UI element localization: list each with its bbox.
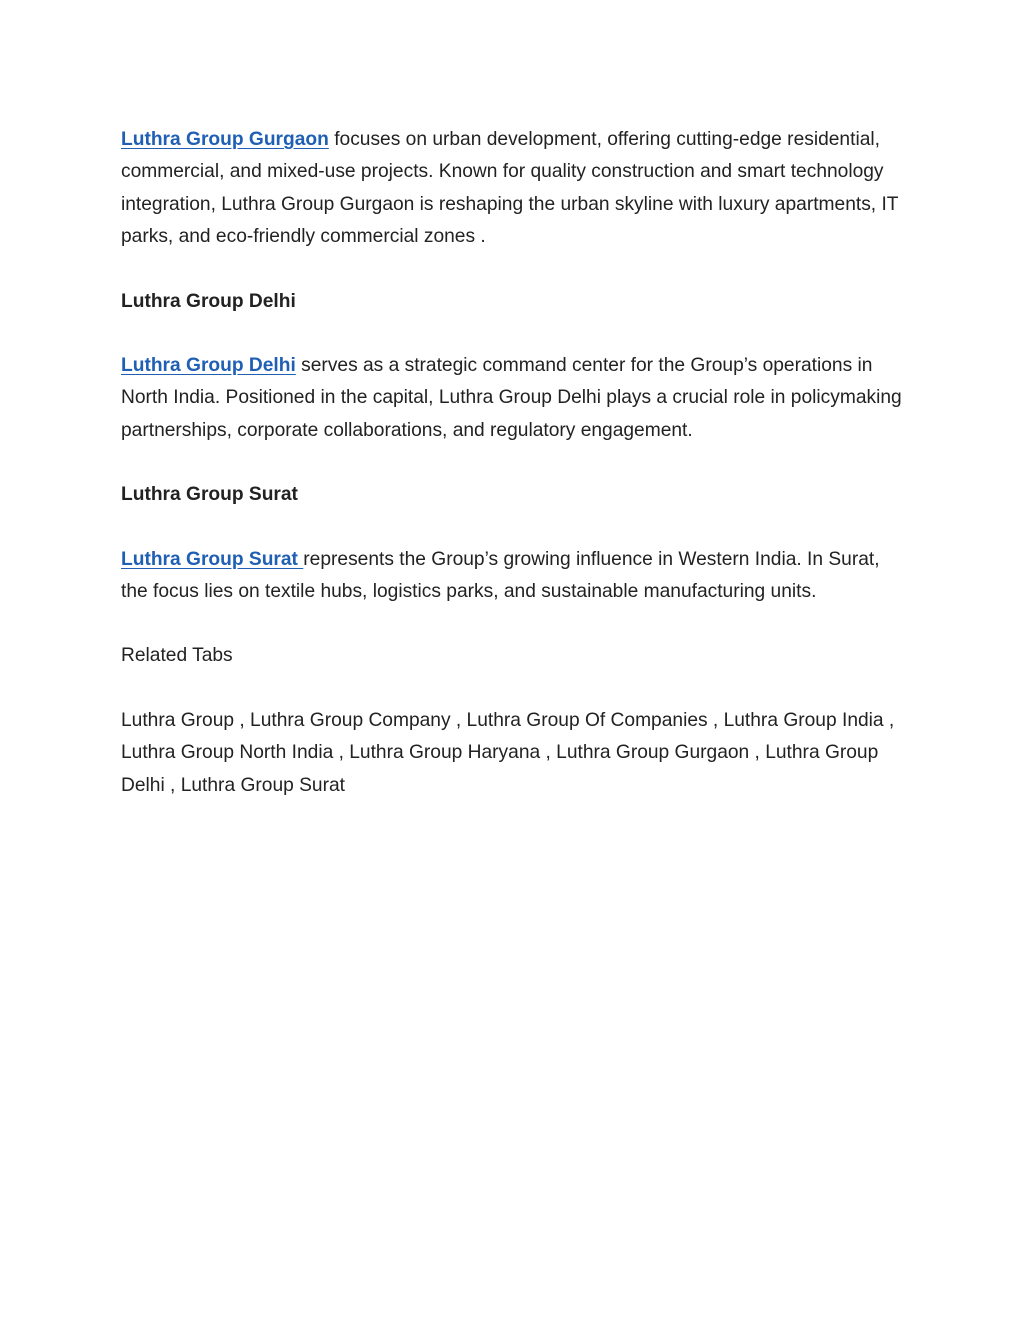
gurgaon-paragraph xyxy=(121,124,911,254)
related-tabs-label: Related Tabs xyxy=(121,645,233,667)
luthra-group-surat-link[interactable]: Luthra Group Surat xyxy=(121,548,304,570)
document-page xyxy=(121,124,911,802)
gurgaon-body-text: focuses on urban development, offering cutting-edge residential, commercial, and mixed-use projects. Known for quality construction and smart technology integration, Luthra Group Gurgaon is reshaping the urban skyline with luxury apartments, IT parks, and eco-friendly commercial zones . xyxy=(121,129,899,248)
surat-body-text: represents the Group’s growing influence in Western India. In Surat, the focus lies on textile hubs, logistics parks, and sustainable manufacturing units. xyxy=(121,548,880,603)
luthra-group-delhi-link[interactable]: Luthra Group Delhi xyxy=(121,355,296,377)
surat-heading: Luthra Group Surat xyxy=(121,484,298,506)
delhi-paragraph xyxy=(121,350,911,447)
luthra-group-gurgaon-link[interactable]: Luthra Group Gurgaon xyxy=(121,129,329,150)
delhi-heading: Luthra Group Delhi xyxy=(121,290,296,312)
delhi-body-text: serves as a strategic command center for the Group’s operations in North India. Positioned in the capital, Luthra Group Delhi plays a crucial role in policymaking partnerships, corporate collaborations, and regulatory engagement. xyxy=(121,355,902,441)
surat-paragraph xyxy=(121,544,911,609)
related-tabs-list: Luthra Group , Luthra Group Company , Luthra Group Of Companies , Luthra Group India , Luthra Group North India , Luthra Group Haryana , Luthra Group Gurgaon , Luthra Group Delhi , Luthra Group Surat xyxy=(121,709,895,796)
